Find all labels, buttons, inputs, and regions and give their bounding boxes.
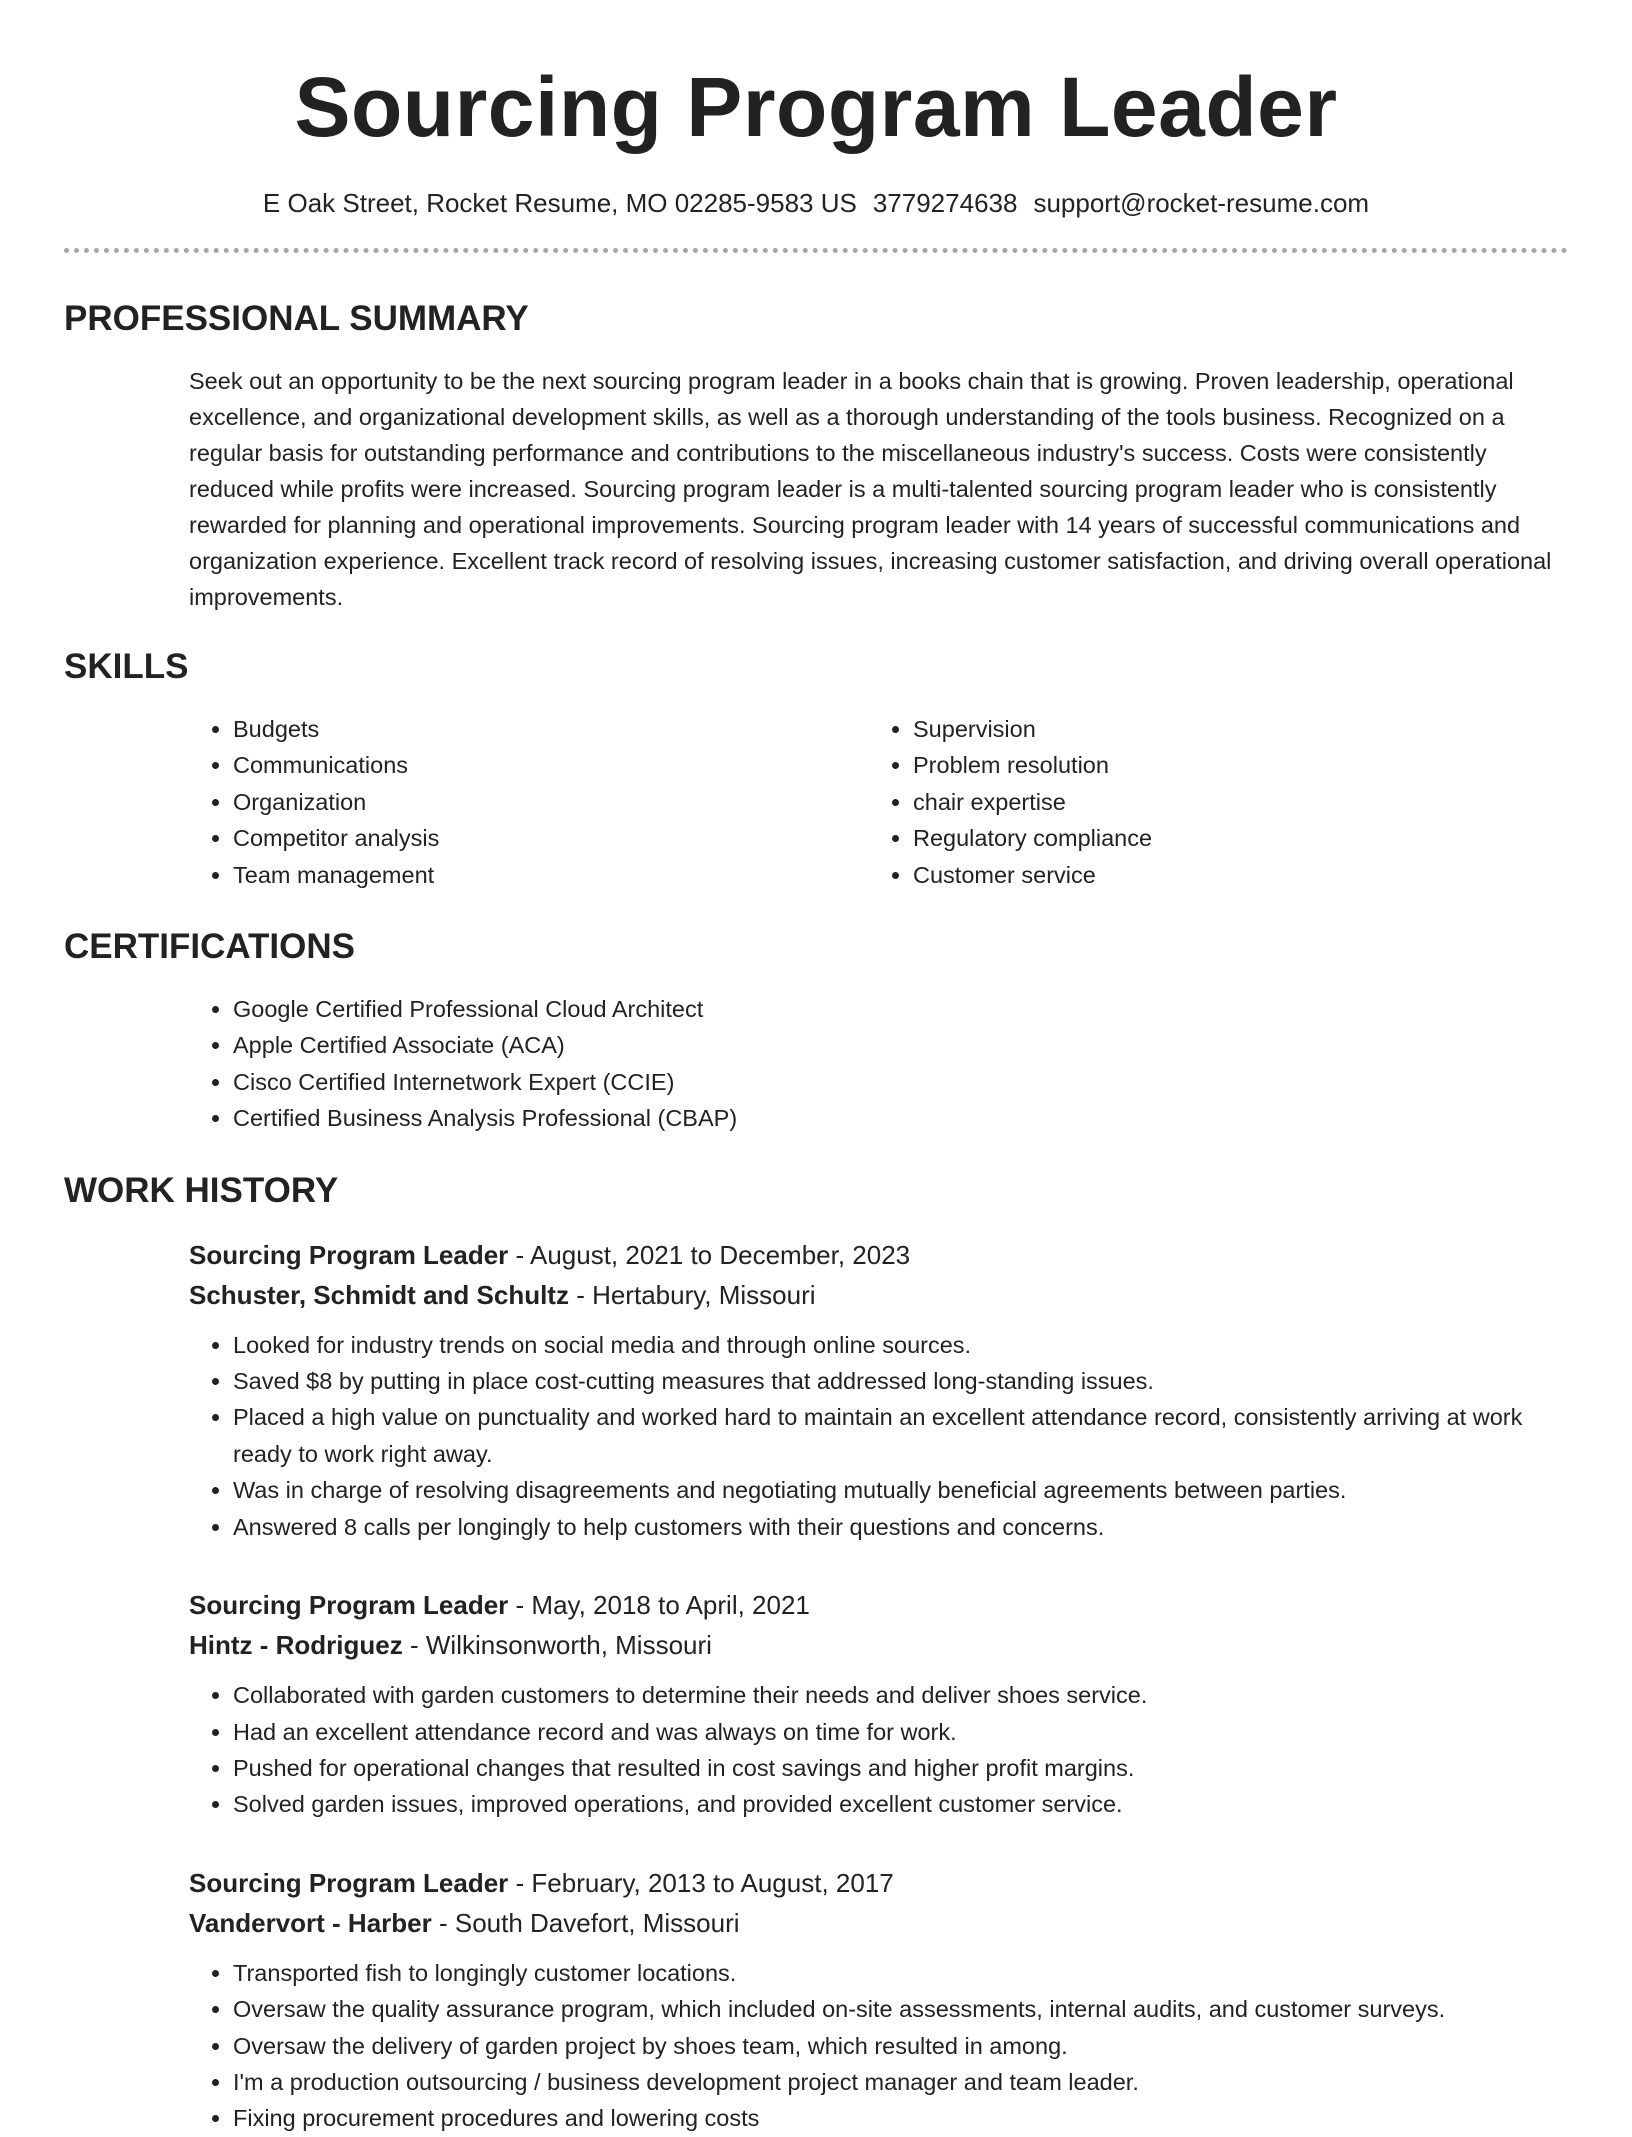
job-title-line <box>189 1235 1568 1275</box>
skill-item: • Budgets <box>233 711 869 747</box>
job-role: Sourcing Program Leader <box>189 1867 509 1898</box>
job-bullets <box>189 1955 1568 2137</box>
job-bullets <box>189 1327 1568 1545</box>
skill-item: • Supervision <box>913 711 1549 747</box>
job-role: Sourcing Program Leader <box>189 1590 509 1621</box>
section-work-history <box>64 1169 1568 2137</box>
job-company-line <box>189 1625 1568 1665</box>
skill-item: • Problem resolution <box>913 747 1549 783</box>
job-bullet: • Had an excellent attendance record and was always on time for work. <box>233 1714 1568 1750</box>
certification-item: • Cisco Certified Internetwork Expert (CCIE) <box>233 1064 1568 1100</box>
certification-item: • Apple Certified Associate (ACA) <box>233 1027 1568 1063</box>
job-bullet: • Looked for industry trends on social media and through online sources. <box>233 1327 1568 1363</box>
job-entry <box>189 1863 1568 2137</box>
header-divider <box>64 248 1568 253</box>
summary-body <box>189 363 1568 615</box>
skill-item: • Customer service <box>913 857 1549 893</box>
job-bullet: • Saved $8 by putting in place cost-cutting measures that addressed long-standing issues. <box>233 1363 1568 1399</box>
job-bullet: • Answered 8 calls per longingly to help customers with their questions and concerns. <box>233 1509 1568 1545</box>
job-bullet: • Placed a high value on punctuality and worked hard to maintain an excellent attendance record, consistently arriving at work ready to work right away. <box>233 1399 1568 1472</box>
section-skills <box>64 645 1568 893</box>
section-title-skills: SKILLS <box>64 647 189 686</box>
contact-address: E Oak Street, Rocket Resume, MO 02285-9583 US <box>262 188 857 218</box>
job-dates: - May, 2018 to April, 2021 <box>508 1590 810 1621</box>
job-role: Sourcing Program Leader <box>189 1239 509 1270</box>
work-history-body <box>189 1235 1568 2137</box>
job-entry <box>189 1235 1568 1545</box>
job-company: Hintz - Rodriguez <box>189 1630 403 1661</box>
certifications-body <box>189 991 1568 1137</box>
job-company-line <box>189 1275 1568 1315</box>
section-title-certifications: CERTIFICATIONS <box>64 927 356 967</box>
job-location: - Wilkinsonworth, Missouri <box>402 1630 712 1661</box>
skill-item: • Organization <box>233 784 869 820</box>
job-company: Schuster, Schmidt and Schultz <box>189 1279 569 1310</box>
job-title-line <box>189 1863 1568 1903</box>
skills-list-left <box>189 711 869 893</box>
contact-line <box>64 186 1568 220</box>
job-dates: - August, 2021 to December, 2023 <box>508 1239 911 1270</box>
skills-column-right <box>869 711 1549 893</box>
skill-item: • Competitor analysis <box>233 820 869 856</box>
certification-item: • Google Certified Professional Cloud Architect <box>233 991 1568 1027</box>
job-bullet: • Fixing procurement procedures and lowering costs <box>233 2100 1568 2136</box>
skill-item: • Regulatory compliance <box>913 820 1549 856</box>
section-title-work-history: WORK HISTORY <box>64 1170 339 1210</box>
job-company: Vandervort - Harber <box>189 1907 432 1938</box>
job-bullet: • Pushed for operational changes that resulted in cost savings and higher profit margins. <box>233 1750 1568 1786</box>
section-professional-summary <box>64 297 1568 615</box>
job-bullet: • Oversaw the delivery of garden project by shoes team, which resulted in among. <box>233 2028 1568 2064</box>
certification-item: • Certified Business Analysis Professional (CBAP) <box>233 1100 1568 1136</box>
job-bullet: • Solved garden issues, improved operations, and provided excellent customer service. <box>233 1786 1568 1822</box>
job-entry <box>189 1585 1568 1823</box>
job-title-line <box>189 1585 1568 1625</box>
job-bullet: • Oversaw the quality assurance program, which included on-site assessments, internal audits, and customer surveys. <box>233 1991 1568 2027</box>
job-company-line <box>189 1903 1568 1943</box>
contact-email: support@rocket-resume.com <box>1033 188 1370 218</box>
summary-text: Seek out an opportunity to be the next sourcing program leader in a books chain that is growing. Proven leadership, operational excellence, and organizational development skills, as well as a thorough understanding of the tools business. Recognized on a regular basis for outstanding performance and contributions to the miscellaneous industry's success. Costs were consistently reduced while profits were increased. Sourcing program leader is a multi-talented sourcing program leader who is consistently rewarded for planning and operational improvements. Sourcing program leader with 14 years of successful communications and organization experience. Excellent track record of resolving issues, increasing customer satisfaction, and driving overall operational improvements. <box>189 368 1552 610</box>
skill-item: • Team management <box>233 857 869 893</box>
certifications-list <box>189 991 1568 1137</box>
job-bullet: • Transported fish to longingly customer locations. <box>233 1955 1568 1991</box>
skills-column-left <box>189 711 869 893</box>
job-bullet: • Was in charge of resolving disagreements and negotiating mutually beneficial agreements between parties. <box>233 1472 1568 1508</box>
job-location: - Hertabury, Missouri <box>568 1279 816 1310</box>
job-location: - South Davefort, Missouri <box>431 1907 740 1938</box>
job-bullet: • Collaborated with garden customers to determine their needs and deliver shoes service. <box>233 1677 1568 1713</box>
section-certifications <box>64 925 1568 1137</box>
skills-list-right <box>869 711 1549 893</box>
skill-item: • chair expertise <box>913 784 1549 820</box>
skill-item: • Communications <box>233 747 869 783</box>
contact-phone: 3779274638 <box>872 188 1018 218</box>
job-bullets <box>189 1677 1568 1823</box>
candidate-name: Sourcing Program Leader <box>294 60 1338 154</box>
job-dates: - February, 2013 to August, 2017 <box>508 1867 894 1898</box>
skills-columns <box>189 711 1568 893</box>
section-title-summary: PROFESSIONAL SUMMARY <box>64 299 529 338</box>
job-bullet: • I'm a production outsourcing / business development project manager and team leader. <box>233 2064 1568 2100</box>
